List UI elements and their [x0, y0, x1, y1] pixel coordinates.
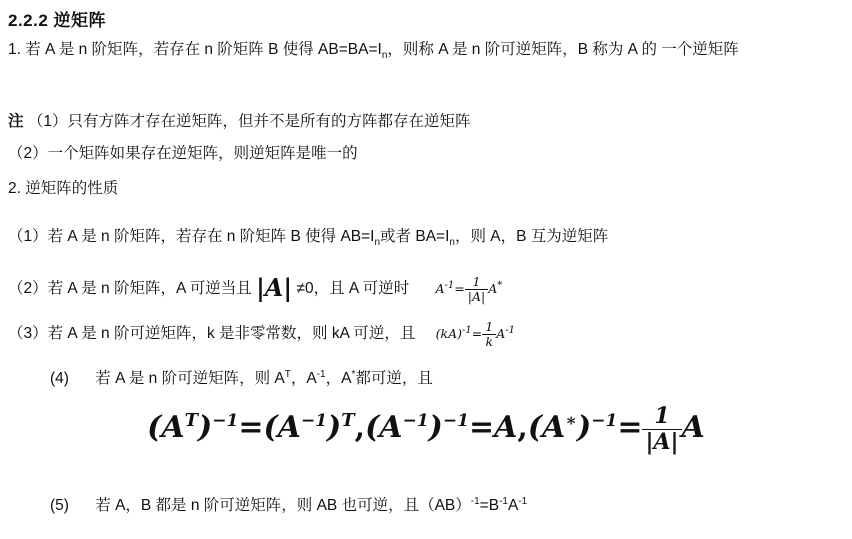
formula3-fraction-numerator: 1: [482, 320, 496, 335]
property-1-text-a: （1）若 A 是 n 阶矩阵，若存在 n 阶矩阵 B 使得 AB=I: [8, 228, 375, 245]
bigformula-part3-rhs: A: [494, 410, 518, 446]
bigformula-fraction: [642, 404, 681, 454]
formula3-fraction-denominator: k: [485, 334, 494, 349]
bigformula-fraction-rhs: A: [681, 410, 705, 446]
property-5-sup-3: -1: [518, 495, 528, 507]
formula-lhs-sup: -1: [444, 279, 455, 291]
property-2: [8, 270, 502, 306]
formula-equals: =: [454, 281, 465, 296]
property-5-text-a: 若 A，B 都是 n 阶可逆矩阵，则 AB 也可逆，且（AB）: [95, 497, 471, 514]
property-5-number: (5): [50, 497, 69, 514]
note-line-1: [8, 110, 470, 133]
formula3-equals: =: [471, 326, 483, 341]
property-2-determinant: |A|: [256, 273, 293, 302]
definition-text-part1: 1. 若 A 是 n 阶矩阵，若存在 n 阶矩阵 B 使得 AB=BA=I: [8, 41, 382, 58]
property-4-text-b: ，A: [290, 370, 317, 387]
property-1-sub-1: n: [374, 237, 381, 249]
note-item-2: （2）一个矩阵如果存在逆矩阵，则逆矩阵是唯一的: [8, 145, 358, 162]
bigformula-part2-open: (A: [263, 410, 301, 446]
property-2-formula: [435, 274, 503, 304]
bigformula-part4-exp: −1: [591, 411, 618, 432]
property-4: [50, 367, 433, 390]
property-4-sup-inverse: -1: [316, 368, 326, 380]
definition-text-line2: 一个逆矩阵: [661, 41, 739, 58]
property-4-text-d: 都可逆，且: [355, 370, 433, 387]
note-label: 注: [8, 113, 24, 130]
formula-lhs: A: [435, 281, 445, 296]
bigformula-part1-sup: T: [184, 410, 199, 432]
formula-fraction-denominator: |A|: [467, 289, 486, 304]
definition-text-part2: ，则称 A 是 n 阶可逆矩阵，B 称为 A 的: [387, 41, 657, 58]
bigformula-part2-close: ): [327, 410, 342, 446]
formula-fraction: [465, 275, 488, 304]
bigformula-part3-exp: −1: [442, 411, 469, 432]
bigformula-part4-sup: ∗: [565, 411, 578, 432]
bigformula-fraction-numerator: 1: [642, 404, 681, 430]
bigformula-part2-sup: −1: [300, 411, 328, 432]
bigformula-equals-2: =: [468, 410, 495, 446]
bigformula-part3-open: (A: [365, 410, 403, 446]
property-3-formula: [435, 319, 515, 349]
property-1-text-c: ，则 A，B 互为逆矩阵: [454, 228, 609, 245]
property-5-text-b: =B: [479, 497, 500, 514]
formula-rhs: A: [488, 281, 498, 296]
bigformula-part1-close: ): [198, 410, 213, 446]
property-1-text-b: 或者 BA=I: [380, 228, 450, 245]
property-3: [8, 320, 515, 349]
bigformula-part3-sup: −1: [402, 411, 429, 432]
definition-paragraph: [8, 38, 844, 61]
properties-title: 2. 逆矩阵的性质: [8, 180, 119, 197]
property-4-sup-adjugate: *: [351, 368, 356, 380]
bigformula-equals-3: =: [617, 410, 643, 446]
property-2-text-a: （2）若 A 是 n 阶矩阵，A 可逆当且: [8, 280, 252, 297]
property-4-sup-transpose: T: [284, 368, 291, 380]
formula3-rhs-sup: -1: [505, 324, 515, 336]
formula3-lhs: (kA): [435, 326, 463, 341]
formula-fraction-numerator: 1: [465, 275, 488, 290]
property-5-text-c: A: [507, 497, 519, 514]
property-5: [50, 494, 527, 517]
property-3-text-a: （3）若 A 是 n 阶可逆矩阵，k 是非零常数，则 kA 可逆，且: [8, 325, 416, 342]
note-item-1: （1）只有方阵才存在逆矩阵，但并不是所有的方阵都存在逆矩阵: [27, 113, 471, 130]
bigformula-part4-open: (A: [527, 410, 566, 446]
property-4-display-formula: [0, 404, 852, 454]
bigformula-part1-base: (A: [147, 410, 185, 446]
formula3-lhs-sup: -1: [462, 324, 472, 336]
bigformula-part3-close: ): [428, 410, 443, 446]
property-1-sub-2: n: [449, 237, 455, 249]
bigformula-equals-1: =: [238, 410, 264, 446]
note-line-2: [8, 142, 358, 165]
property-4-text-c: ，A: [325, 370, 352, 387]
formula3-fraction: [482, 320, 496, 349]
bigformula-part2-exp: T: [341, 410, 355, 432]
bigformula-part1-exp: −1: [212, 411, 239, 432]
formula3-rhs: A: [496, 326, 506, 341]
formula-rhs-sup: *: [497, 279, 503, 291]
property-5-sup-2: -1: [499, 495, 508, 507]
page-title: 2.2.2 逆矩阵: [8, 11, 107, 30]
bigformula-fraction-denominator: |A|: [645, 428, 679, 455]
property-4-number: (4): [50, 370, 69, 387]
bigformula-part4-close: ): [577, 410, 592, 446]
property-5-sup-1: -1: [470, 495, 480, 507]
property-2-text-b: ≠0，且 A 可逆时: [296, 280, 410, 297]
property-1: [8, 225, 608, 248]
bigformula-comma-1: ,: [354, 410, 366, 446]
property-4-text-a: 若 A 是 n 阶可逆矩阵，则 A: [95, 370, 285, 387]
bigformula-comma-2: ,: [517, 410, 528, 446]
definition-subscript-n: n: [381, 50, 388, 62]
